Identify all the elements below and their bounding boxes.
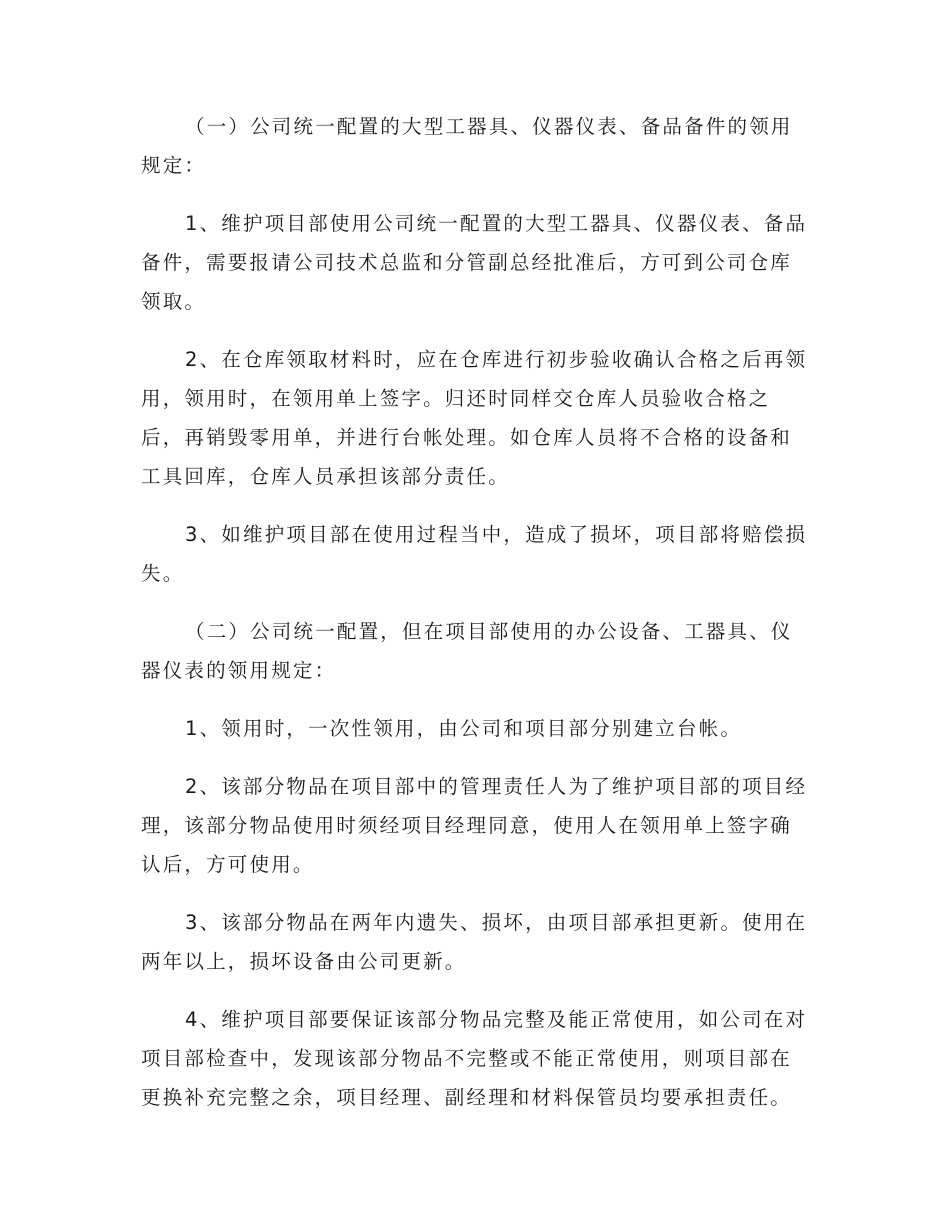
- section-1-item-2: [141, 340, 809, 496]
- text-line: 项目部检查中，发现该部分物品不完整或不能正常使用，则项目部在: [141, 1047, 793, 1070]
- section-2-item-3: [141, 903, 809, 981]
- section-1-item-1: [141, 204, 809, 321]
- text-line: 器仪表的领用规定：: [141, 659, 337, 682]
- text-line: 更换补充完整之余，项目经理、副经理和材料保管员均要承担责任。: [141, 1086, 793, 1109]
- text-line: 4、维护项目部要保证该部分物品完整及能正常使用，如公司在对: [185, 1008, 808, 1031]
- text-line: 领取。: [141, 290, 207, 313]
- text-line: 1、维护项目部使用公司统一配置的大型工器具、仪器仪表、备品: [185, 212, 808, 235]
- text-line: 用，领用时，在领用单上签字。归还时同样交仓库人员验收合格之: [141, 387, 771, 410]
- text-line: 备件，需要报请公司技术总监和分管副总经批准后，方可到公司仓库: [141, 251, 793, 274]
- text-line: （一）公司统一配置的大型工器具、仪器仪表、备品备件的领用: [185, 115, 793, 138]
- section-2-item-2: [141, 767, 809, 884]
- document-body: [141, 107, 809, 1136]
- section-2-item-4: [141, 1000, 809, 1117]
- section-2-title: [141, 612, 809, 690]
- text-line: 后，再销毁零用单，并进行台帐处理。如仓库人员将不合格的设备和: [141, 426, 793, 449]
- section-1-title: [141, 107, 809, 185]
- text-line: 认后，方可使用。: [141, 853, 315, 876]
- text-line: 理，该部分物品使用时须经项目经理同意，使用人在领用单上签字确: [141, 814, 793, 837]
- text-line: 3、如维护项目部在使用过程当中，造成了损坏，项目部将赔偿损: [185, 523, 808, 546]
- text-line: 两年以上，损坏设备由公司更新。: [141, 950, 467, 973]
- text-line: 失。: [141, 562, 185, 585]
- text-line: 2、在仓库领取材料时，应在仓库进行初步验收确认合格之后再领: [185, 348, 808, 371]
- section-1-item-3: [141, 515, 809, 593]
- section-2-item-1: [141, 709, 809, 748]
- text-line: （二）公司统一配置，但在项目部使用的办公设备、工器具、仪: [185, 620, 793, 643]
- text-line: 1、领用时，一次性领用，由公司和项目部分别建立台帐。: [185, 717, 743, 740]
- text-line: 规定：: [141, 154, 207, 177]
- text-line: 2、该部分物品在项目部中的管理责任人为了维护项目部的项目经: [185, 775, 808, 798]
- text-line: 工具回库，仓库人员承担该部分责任。: [141, 465, 510, 488]
- text-line: 3、该部分物品在两年内遗失、损坏，由项目部承担更新。使用在: [185, 911, 808, 934]
